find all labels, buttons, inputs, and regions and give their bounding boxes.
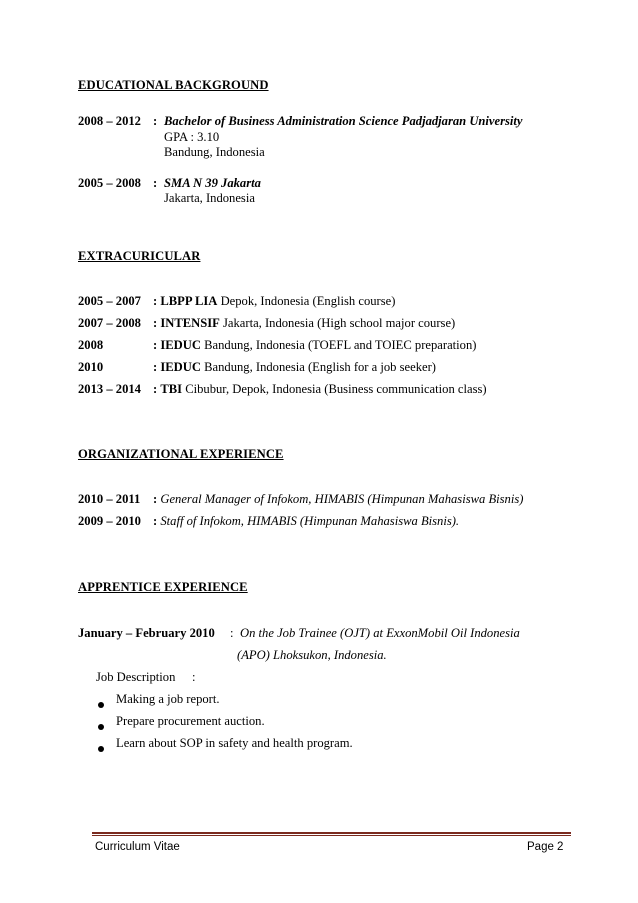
extracurricular-line: : IEDUC Bandung, Indonesia (TOEFL and TOIEC preparation) [153,338,477,352]
job-description-colon: : [192,670,196,684]
apprentice-heading: APPRENTICE EXPERIENCE [78,580,248,594]
bullet-icon [98,697,104,712]
education-title: Bachelor of Business Administration Science Padjadjaran University [164,114,523,128]
extracurricular-line: : INTENSIF Jakarta, Indonesia (High school major course) [153,316,456,330]
extracurricular-year: 2010 [78,360,104,374]
education-heading: EDUCATIONAL BACKGROUND [78,78,269,92]
extracurricular-line: : LBPP LIA Depok, Indonesia (English course) [153,294,396,308]
bullet-item: Prepare procurement auction. [116,714,265,728]
footer-page-number: Page 2 [527,841,564,853]
education-year: 2008 – 2012 [78,114,141,128]
education-colon: : [153,176,158,190]
job-description-label: Job Description [96,670,176,684]
extracurricular-year: 2005 – 2007 [78,294,141,308]
education-title: SMA N 39 Jakarta [164,176,261,190]
bullet-item: Learn about SOP in safety and health program. [116,736,353,750]
organizational-line: : General Manager of Infokom, HIMABIS (Himpunan Mahasiswa Bisnis) [153,492,524,506]
apprentice-colon: : [230,626,234,640]
bullet-icon [98,741,104,756]
footer-rule-thin [92,835,571,836]
extracurricular-line: : TBI Cibubur, Depok, Indonesia (Business communication class) [153,382,487,396]
organizational-year: 2010 – 2011 [78,492,141,506]
apprentice-position-location: (APO) Lhoksukon, Indonesia. [237,648,387,662]
education-colon: : [153,114,158,128]
education-year: 2005 – 2008 [78,176,141,190]
extracurricular-heading: EXTRACURICULAR [78,249,201,263]
footer-rule [92,832,571,834]
extracurricular-year: 2007 – 2008 [78,316,141,330]
organizational-heading: ORGANIZATIONAL EXPERIENCE [78,447,284,461]
organizational-line: : Staff of Infokom, HIMABIS (Himpunan Mahasiswa Bisnis). [153,514,460,528]
education-location: Jakarta, Indonesia [164,191,255,205]
organizational-year: 2009 – 2010 [78,514,141,528]
footer-title: Curriculum Vitae [95,841,180,853]
extracurricular-year: 2013 – 2014 [78,382,141,396]
extracurricular-year: 2008 [78,338,104,352]
extracurricular-line: : IEDUC Bandung, Indonesia (English for a job seeker) [153,360,436,374]
apprentice-position: On the Job Trainee (OJT) at ExxonMobil Oil Indonesia [240,626,520,640]
apprentice-period: January – February 2010 [78,626,215,640]
education-gpa: GPA : 3.10 [164,130,220,144]
bullet-icon [98,719,104,734]
bullet-item: Making a job report. [116,692,220,706]
education-location: Bandung, Indonesia [164,145,265,159]
